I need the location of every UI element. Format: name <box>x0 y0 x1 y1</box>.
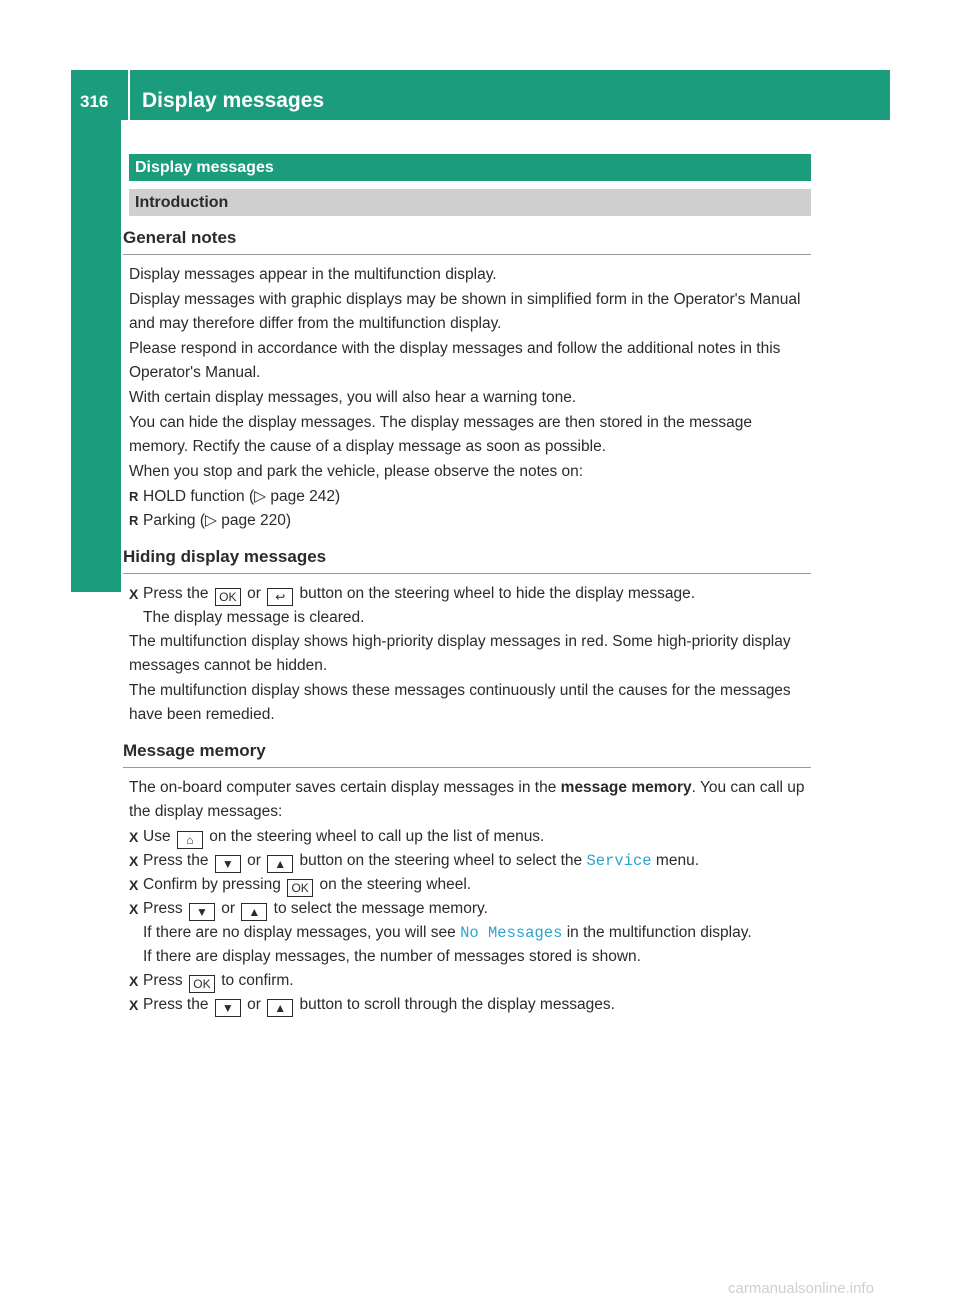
step-text: on the steering wheel to call up the list of menus. <box>209 828 545 845</box>
paragraph-text: The on-board computer saves certain display messages in the <box>129 779 557 796</box>
instruction-step <box>129 969 811 993</box>
bullet-mark: R <box>129 513 139 528</box>
instruction-step <box>129 993 811 1017</box>
section-subtitle: Introduction <box>129 189 811 216</box>
instruction-step <box>129 825 811 849</box>
instruction-step <box>129 849 811 873</box>
instruction-step <box>129 897 811 969</box>
step-text: Press <box>143 972 183 989</box>
step-text: button on the steering wheel to select the <box>299 852 583 869</box>
ok-button-icon: OK <box>189 975 215 993</box>
bullet-text: HOLD function ( <box>143 488 255 505</box>
instruction-step <box>129 582 811 630</box>
up-button-icon: ▲ <box>267 999 293 1017</box>
up-button-icon: ▲ <box>267 855 293 873</box>
step-arrow-icon: X <box>129 997 139 1013</box>
bullet-text: Parking ( <box>143 512 206 529</box>
step-arrow-icon: X <box>129 973 139 989</box>
paragraph: Please respond in accordance with the display messages and follow the additional notes in this Operator's Manual. <box>129 340 781 381</box>
ok-button-icon: OK <box>287 879 313 897</box>
heading-hiding-display-messages: Hiding display messages <box>123 545 811 574</box>
step-arrow-icon: X <box>129 877 139 893</box>
step-result: in the multifunction display. <box>566 924 752 941</box>
paragraph: The multifunction display shows high-priority display messages in red. Some high-priority display messages cannot be hidden. <box>129 633 791 674</box>
step-text: Press <box>143 900 183 917</box>
down-button-icon: ▼ <box>189 903 215 921</box>
step-text: Press the <box>143 585 209 602</box>
paragraph <box>129 776 811 824</box>
page-number: 316 <box>80 92 109 111</box>
step-result: If there are display messages, the number of messages stored is shown. <box>143 948 641 965</box>
page-reference-link[interactable]: page 220) <box>221 512 292 529</box>
bullet-item <box>129 509 811 533</box>
paragraph: With certain display messages, you will also hear a warning tone. <box>129 389 577 406</box>
step-text: or <box>247 852 261 869</box>
step-text: menu. <box>655 852 700 869</box>
page-ref-arrow-icon: ▷ <box>254 488 267 505</box>
side-tab-label: On-board computer and displays <box>86 191 109 521</box>
page-content <box>123 154 811 1017</box>
paragraph: Display messages appear in the multifunction display. <box>129 266 497 283</box>
ok-button-icon: OK <box>215 588 241 606</box>
paragraph: When you stop and park the vehicle, please observe the notes on: <box>129 463 584 480</box>
instruction-step <box>129 873 811 897</box>
paragraph: Display messages with graphic displays may be shown in simplified form in the Operator's Manual and may therefore differ from the multifunction display. <box>129 291 801 332</box>
paragraph: You can hide the display messages. The display messages are then stored in the message memory. Rectify the cause of a display message as soon as possible. <box>129 414 752 455</box>
step-text: Use <box>143 828 171 845</box>
step-text: or <box>247 996 261 1013</box>
heading-general-notes: General notes <box>123 216 811 255</box>
down-button-icon: ▼ <box>215 855 241 873</box>
step-result: The display message is cleared. <box>143 609 365 626</box>
page-ref-arrow-icon: ▷ <box>205 512 217 529</box>
watermark: carmanualsonline.info <box>728 1280 874 1297</box>
step-arrow-icon: X <box>129 829 139 845</box>
down-button-icon: ▼ <box>215 999 241 1017</box>
step-arrow-icon: X <box>129 853 139 869</box>
step-arrow-icon: X <box>129 586 139 602</box>
heading-message-memory: Message memory <box>123 739 811 768</box>
page-reference-link[interactable]: page 242) <box>270 488 341 505</box>
up-button-icon: ▲ <box>241 903 267 921</box>
paragraph: The multifunction display shows these messages continuously until the causes for the messages have been remedied. <box>129 682 791 723</box>
step-text: button on the steering wheel to hide the display message. <box>299 585 696 602</box>
home-button-icon: ⌂ <box>177 831 203 849</box>
display-menu-name: Service <box>586 852 652 870</box>
header-divider <box>128 70 130 120</box>
step-text: to confirm. <box>221 972 294 989</box>
step-result: If there are no display messages, you will see <box>143 924 456 941</box>
step-text: to select the message memory. <box>273 900 488 917</box>
step-text: Press the <box>143 996 209 1013</box>
display-message-text: No Messages <box>460 924 563 942</box>
bold-term: message memory <box>560 779 692 796</box>
step-text: on the steering wheel. <box>319 876 472 893</box>
section-title: Display messages <box>129 154 811 181</box>
bullet-mark: R <box>129 489 139 504</box>
step-text: or <box>247 585 261 602</box>
page-header-title: Display messages <box>142 89 325 112</box>
back-button-icon: ↩ <box>267 588 293 606</box>
step-text: button to scroll through the display messages. <box>299 996 615 1013</box>
paragraph-text: . You can call up the display messages: <box>129 779 805 820</box>
step-arrow-icon: X <box>129 901 139 917</box>
step-text: Confirm by pressing <box>143 876 281 893</box>
bullet-item <box>129 485 811 509</box>
step-text: or <box>221 900 236 917</box>
step-text: Press the <box>143 852 209 869</box>
